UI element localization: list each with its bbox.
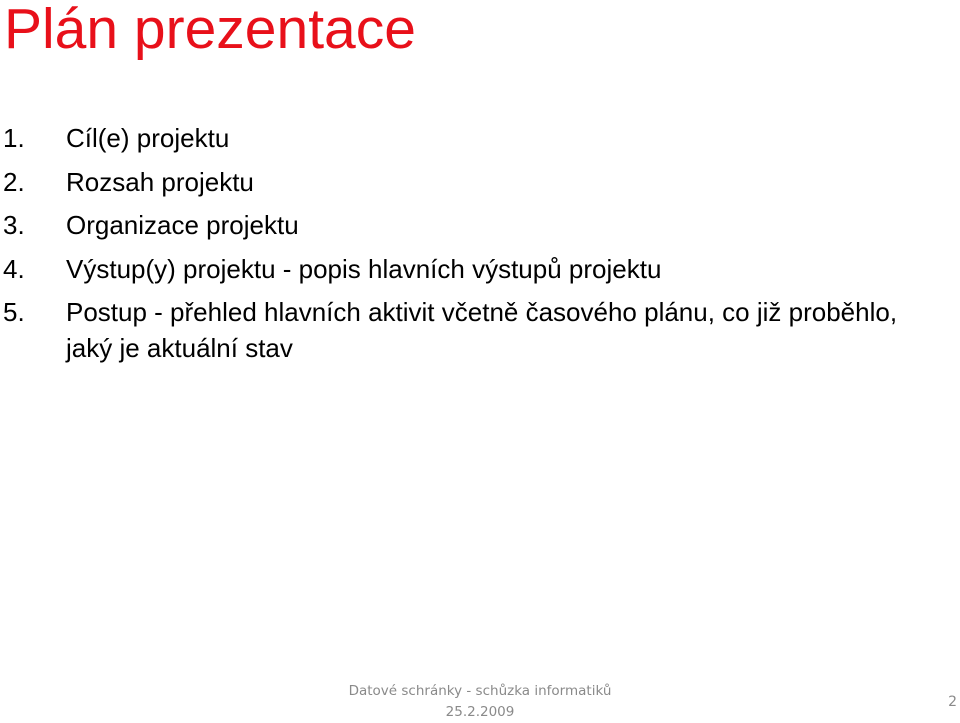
agenda-item — [0, 251, 940, 287]
footer-title: Datové schránky - schůzka informatiků — [348, 683, 612, 699]
agenda-item-text: Organizace projektu — [66, 210, 299, 240]
slide-title: Plán prezentace — [4, 0, 416, 61]
agenda-item-number: 2. — [3, 166, 25, 197]
agenda-item-number: 5. — [3, 297, 25, 327]
footer-date: 25.2.2009 — [445, 704, 515, 720]
agenda-item-text: Výstup(y) projektu - popis hlavních výstupů projektu — [66, 253, 662, 284]
agenda-item-number: 1. — [3, 123, 25, 153]
agenda-item-number: 3. — [3, 210, 25, 240]
agenda-item-text: Postup - přehled hlavních aktivit včetně časového plánu, co již proběhlo, jaký je aktuální stav — [66, 297, 898, 363]
agenda-item-number: 4. — [3, 253, 25, 284]
agenda-list — [0, 120, 940, 374]
agenda-item-text: Rozsah projektu — [66, 166, 254, 197]
agenda-item-text: Cíl(e) projektu — [66, 123, 230, 153]
agenda-item — [0, 207, 940, 243]
slide-footer — [305, 681, 655, 723]
page-number: 2 — [948, 694, 957, 710]
agenda-item — [0, 294, 940, 366]
agenda-item — [0, 164, 940, 200]
agenda-item — [0, 120, 940, 156]
